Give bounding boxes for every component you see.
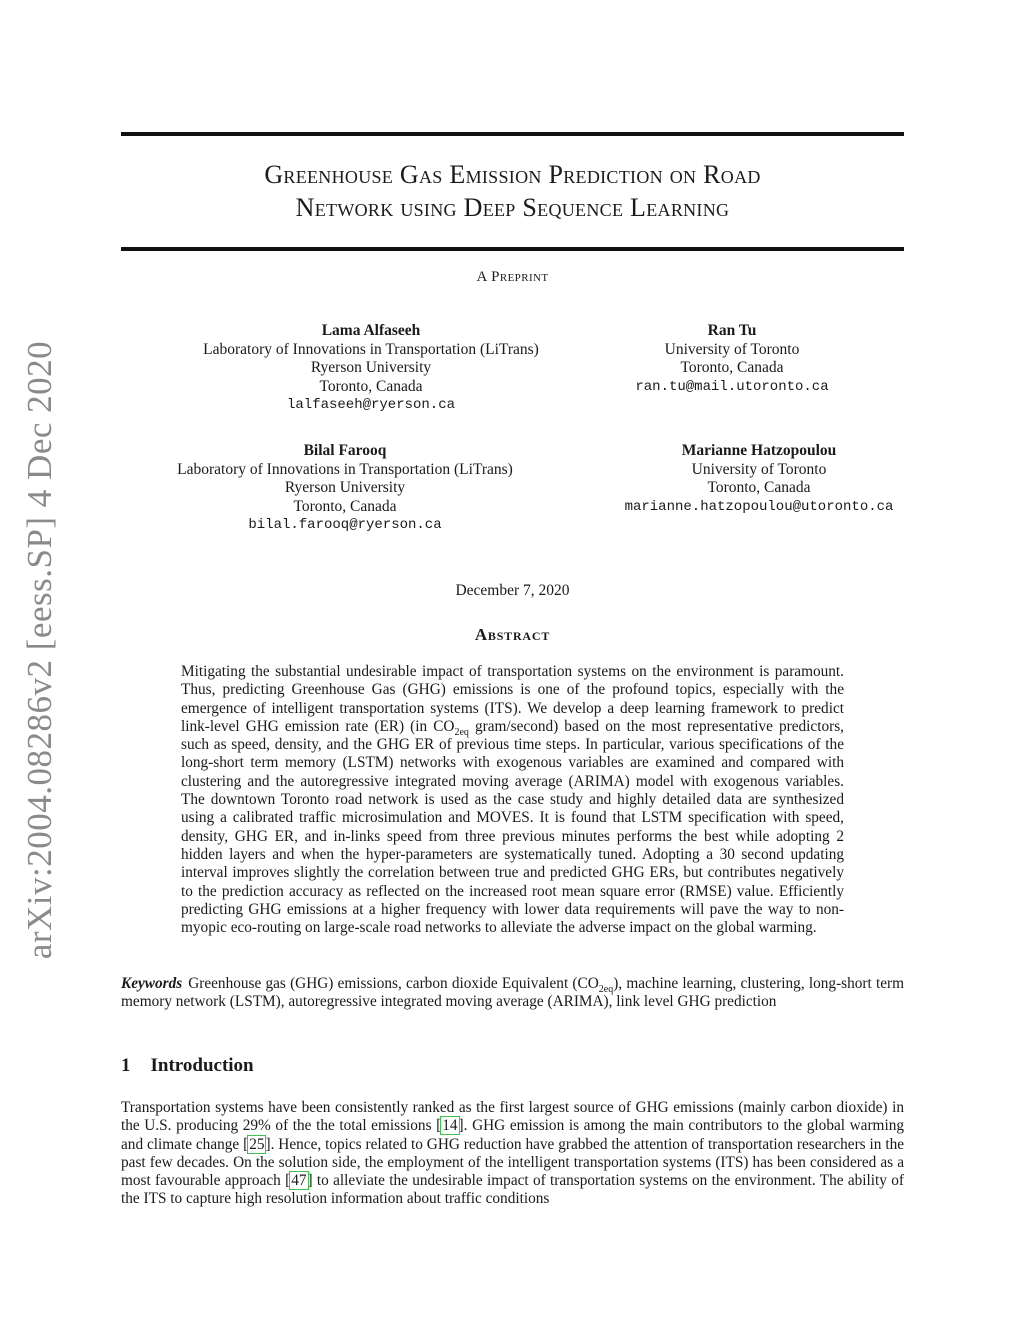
paper-date: December 7, 2020: [455, 582, 570, 599]
intro-text: ]. GHG emission is among the main contributors to the global warming and climate change [: [121, 1117, 904, 1153]
author-affiliation: Laboratory of Innovations in Transportation (LiTrans): [203, 340, 539, 358]
intro-text: ]. Hence, topics related to GHG reduction have grabbed the attention of transportation researchers in the past few decades. On the solution side, the employment of the intelligent transportation systems (ITS) has been considered as a most favourable approach [: [121, 1135, 905, 1190]
keywords-text: Greenhouse gas (GHG) emissions, carbon dioxide Equivalent (CO: [188, 975, 599, 992]
section-heading-introduction: [121, 1055, 254, 1077]
preprint-label: A Preprint: [476, 269, 549, 285]
citation-link[interactable]: 47: [291, 1172, 307, 1190]
author-affiliation: Laboratory of Innovations in Transportation (LiTrans): [177, 460, 513, 478]
abstract-text-part: Mitigating the substantial undesirable impact of transportation systems on the environment is paramount. Thus, predicting Greenhouse Gas (GHG) emissions is one of the profound topics, especially with the emergence of intelligent transportation systems (ITS). We develop a deep learning framework to predict link-level GHG emission rate (ER) (in CO: [181, 663, 844, 735]
author-email: marianne.hatzopoulou@utoronto.ca: [624, 498, 894, 515]
abstract-text-part: gram/second) based on the most representative predictors, such as speed, density, and the GHG ER of previous time steps. In particular, various specifications of the long-short term memory (LSTM) networks with exogenous variables are examined and compared with clustering and the autoregressive integrated moving average (ARIMA) model with exogenous variables. The downtown Toronto road network is used as the case study and highly detailed data are synthesized using a calibrated traffic microsimulation and MOVES. It is found that LSTM specification with speed, density, GHG ER, and in-links speed from three previous minutes performs the best while adopting 2 hidden layers and when the hyper-parameters are systematically tuned. Adopting a 30 second updating interval improves slightly the correlation between true and predicted GHG ERs, but contributes negatively to the prediction accuracy as reflected on the increased root mean square error (RMSE) value. Efficiently predicting GHG emissions at a higher frequency with lower data requirements will pave the way to non-myopic eco-routing on large-scale road networks to alleviate the adverse impact on the global warming.: [181, 717, 844, 937]
author-name: Ran Tu: [707, 322, 757, 339]
section-title: Introduction: [150, 1055, 254, 1076]
author-block-3: [95, 442, 595, 535]
author-email: bilal.farooq@ryerson.ca: [248, 517, 442, 533]
author-block-2: [582, 322, 882, 396]
author-affiliation: University of Toronto: [664, 340, 800, 358]
title-bottom-rule: [121, 247, 904, 251]
arxiv-identifier-stamp: arXiv:2004.08286v2 [eess.SP] 4 Dec 2020: [20, 340, 59, 960]
author-location: Toronto, Canada: [293, 497, 397, 515]
author-affiliation: Ryerson University: [284, 479, 406, 496]
keywords-label: Keywords: [121, 975, 183, 992]
abstract-heading: Abstract: [474, 625, 551, 644]
subscript: 2eq: [454, 726, 469, 738]
keywords-paragraph: [121, 975, 904, 1012]
author-name: Lama Alfaseeh: [321, 322, 421, 339]
abstract-text: [181, 663, 844, 937]
title-line-2: Network using Deep Sequence Learning: [295, 193, 730, 222]
intro-text: Transportation systems have been consistently ranked as the first largest source of GHG emissions (mainly carbon dioxide) in the U.S. producing 29% of the the total emissions [: [121, 1099, 904, 1135]
keywords-text: ), machine learning, clustering, long-short term memory network (LSTM), autoregressive integrated moving average (ARIMA), link level GHG prediction: [121, 975, 904, 1011]
author-affiliation: Ryerson University: [310, 359, 432, 376]
citation-link[interactable]: 25: [249, 1135, 265, 1153]
title-top-rule: [121, 132, 904, 136]
citation-link[interactable]: 14: [442, 1117, 458, 1135]
author-email: lalfaseeh@ryerson.ca: [286, 397, 456, 413]
author-location: Toronto, Canada: [707, 479, 811, 496]
author-location: Toronto, Canada: [680, 359, 784, 376]
author-location: Toronto, Canada: [319, 377, 423, 395]
author-block-1: [121, 322, 621, 415]
subscript: 2eq: [598, 984, 614, 996]
author-affiliation: University of Toronto: [691, 460, 827, 478]
author-name: Bilal Farooq: [303, 442, 387, 459]
author-name: Marianne Hatzopoulou: [681, 442, 837, 459]
introduction-paragraph: [121, 1099, 904, 1209]
title-line-1: Greenhouse Gas Emission Prediction on Road: [264, 160, 761, 189]
author-block-4: [569, 442, 949, 516]
section-number: 1: [121, 1055, 131, 1076]
intro-text: ] to alleviate the undesirable impact of transportation systems on the environment. The ability of the ITS to capture high resolution information about traffic conditions: [121, 1172, 904, 1208]
author-email: ran.tu@mail.utoronto.ca: [635, 378, 829, 395]
paper-title: [121, 158, 904, 224]
